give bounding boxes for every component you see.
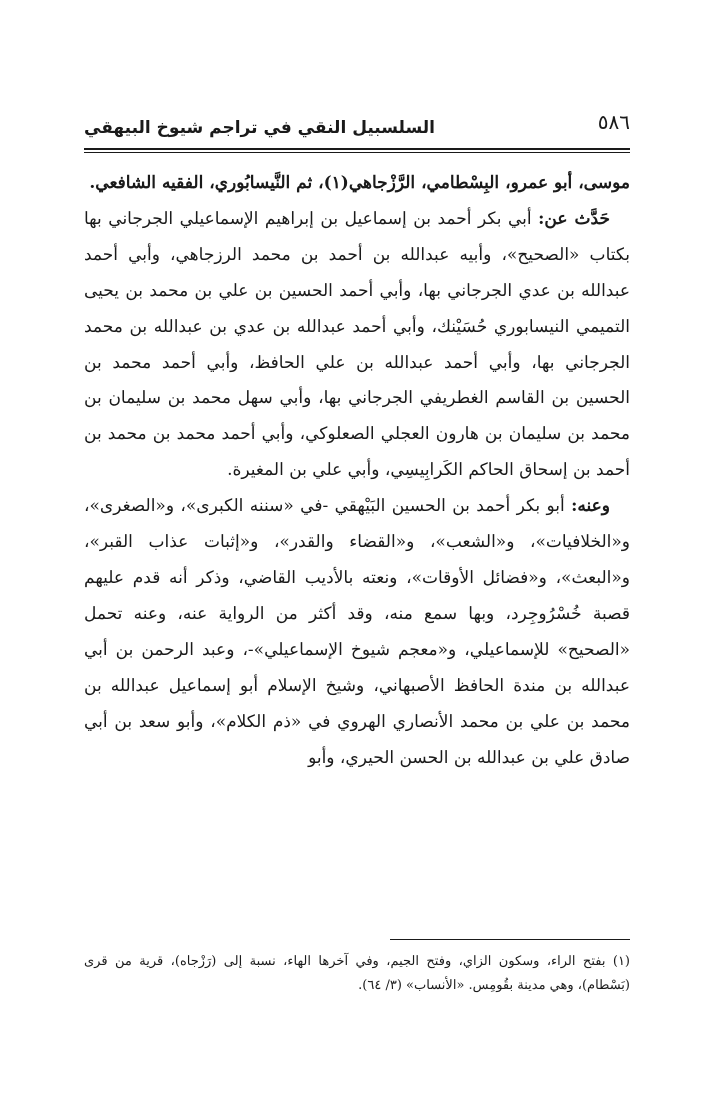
intro-paragraph: موسى، أبو عمرو، البِسْطامي، الرَّزْجاهي(١)، ثم النَّيسابُوري، الفقيه الشافعي. — [89, 173, 630, 193]
footnotes — [84, 950, 630, 998]
main-text — [84, 166, 630, 776]
header-rule-thin — [84, 152, 630, 153]
footnote-separator — [390, 939, 630, 940]
header-rule-thick — [84, 148, 630, 150]
page-number: ٥٨٦ — [597, 110, 630, 134]
footnote-1: (١) بفتح الراء، وسكون الزاي، وفتح الجيم، وفي آخرها الهاء، نسبة إلى (رَزْجاه)، قرية من قرى (بَسْطام)، وهي مدينة بقُومِس. «الأنساب» (٣/ ٦٤). — [84, 954, 630, 993]
narrated-from-paragraph — [84, 202, 630, 489]
narrated-by-text: أبو بكر أحمد بن الحسين البَيْهقي -في «سننه الكبرى»، و«الصغرى»، و«الخلافيات»، و«الشعب»، و«القضاء والقدر»، و«إثبات عذاب القبر»، و«البعث»، و«فضائل الأوقات»، ونعته بالأديب القاضي، وذكر أنه قدم عليهم قصبة خُسْرُوجِرد، وبها سمع منه، وقد أكثر من الرواية عنه، وعنه تحمل «الصحيح» للإسماعيلي، و«معجم شيوخ الإسماعيلي»-، وعبد الرحمن بن أبي عبدالله بن مندة الحافظ الأصبهاني، وشيخ الإسلام أبو إسماعيل عبدالله بن محمد بن علي بن محمد الأنصاري الهروي في «ذم الكلام»، وأبو سعد بن أبي صادق علي بن عبدالله بن الحسن الحيري، وأبو — [84, 496, 630, 768]
running-title: السلسبيل النقي في تراجم شيوخ البيهقي — [84, 118, 435, 138]
narrated-from-text: أبي بكر أحمد بن إسماعيل بن إبراهيم الإسماعيلي الجرجاني بها بكتاب «الصحيح»، وأبيه عبدالله بن أحمد بن محمد الرزجاهي، وأبي أحمد عبدالله بن عدي الجرجاني بها، وأبي أحمد الحسين بن علي بن محمد بن يحيى التميمي النيسابوري حُسَيْنك، وأبي أحمد عبدالله بن عدي بن عبدالله بن محمد الجرجاني بها، وأبي أحمد عبدالله بن علي الحافظ، وأبي أحمد محمد بن الحسين بن القاسم الغطريفي الجرجاني بها، وأبي سهل محمد بن سليمان بن محمد بن سليمان بن هارون العجلي الصعلوكي، وأبي أحمد محمد بن محمد بن أحمد بن إسحاق الحاكم الكَرابِيسِي، وأبي علي بن المغيرة. — [84, 208, 630, 481]
narrated-by-paragraph — [84, 489, 630, 776]
narrated-from-label: حَدَّث عن: — [538, 208, 610, 229]
narrated-by-label: وعنه: — [571, 496, 610, 517]
page-header — [84, 108, 630, 146]
